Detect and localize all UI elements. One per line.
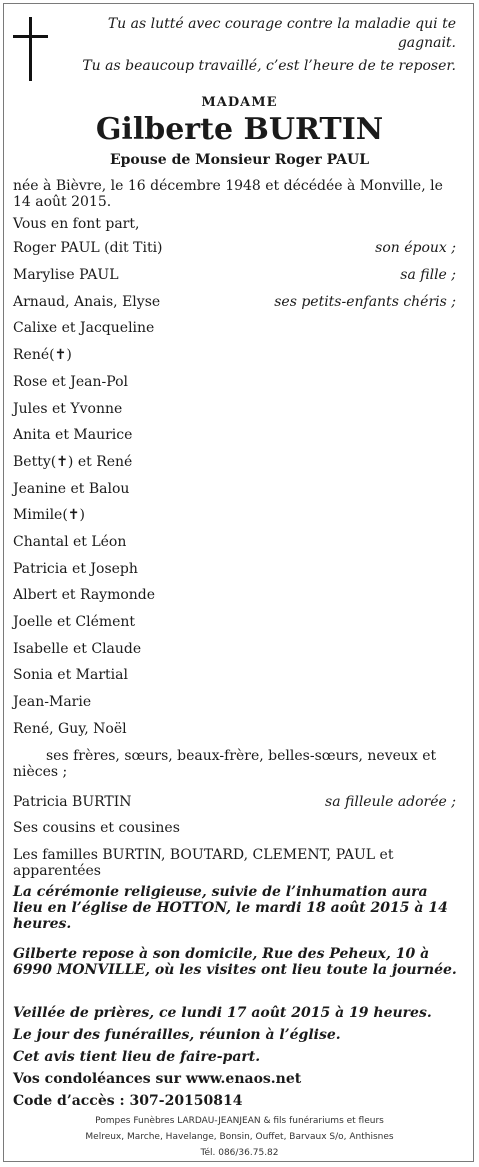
family-name: Chantal et Léon: [13, 534, 127, 550]
family-row: [13, 720, 456, 738]
family-row: [13, 613, 456, 631]
family-name: Mimile(✝): [13, 507, 85, 523]
family-relation: sa filleule adorée ;: [325, 794, 456, 810]
visitation-text: Gilberte repose à son domicile, Rue des Peheux, 10 à 6990 MONVILLE, où les visites ont lieu toute la journée.: [13, 946, 457, 978]
family-row: [13, 239, 456, 257]
family-row: [13, 453, 456, 471]
siblings-note: ses frères, sœurs, beaux-frère, belles-sœurs, neveux et nièces ;: [13, 748, 437, 780]
family-name: Jeanine et Balou: [13, 481, 130, 497]
honorific: MADAME: [201, 95, 278, 110]
family-row: [13, 480, 456, 498]
family-relation: son époux ;: [375, 240, 456, 256]
family-name: Joelle et Clément: [13, 614, 136, 630]
family-name: Anita et Maurice: [13, 427, 133, 443]
family-name: René, Guy, Noël: [13, 721, 127, 737]
family-row: [13, 640, 456, 658]
family-name: Roger PAUL (dit Titi): [13, 240, 163, 256]
family-row: [13, 506, 456, 524]
family-row: [13, 586, 456, 604]
epigraph-line: Tu as lutté avec courage contre la maladie qui te: [107, 16, 456, 32]
family-row: [13, 426, 456, 444]
family-relation: sa fille ;: [400, 267, 456, 283]
family-name: Rose et Jean-Pol: [13, 374, 129, 390]
family-name: Marylise PAUL: [13, 267, 119, 283]
footer-line: Tél. 086/36.75.82: [200, 1148, 279, 1158]
families-line: Les familles BURTIN, BOUTARD, CLEMENT, PAUL et apparentées: [13, 847, 394, 879]
family-row: [13, 373, 456, 391]
family-name: Jules et Yvonne: [13, 401, 123, 417]
family-name: Patricia et Joseph: [13, 561, 138, 577]
condolences-line: Vos condoléances sur www.enaos.net: [13, 1071, 302, 1087]
epigraph: [56, 15, 456, 76]
family-row: [13, 533, 456, 551]
family-name: Sonia et Martial: [13, 667, 128, 683]
family-name: Jean-Marie: [13, 694, 92, 710]
deceased-name: Gilberte BURTIN: [95, 112, 384, 147]
family-row: [13, 400, 456, 418]
ceremony-text: La cérémonie religieuse, suivie de l’inhumation aura lieu en l’église de HOTTON, le mardi 18 août 2015 à 14 heures.: [13, 884, 448, 932]
family-name: Betty(✝) et René: [13, 454, 133, 470]
spouse-line: Epouse de Monsieur Roger PAUL: [109, 152, 370, 168]
family-name: Isabelle et Claude: [13, 641, 142, 657]
announce-line: Vous en font part,: [13, 216, 140, 232]
family-name: Arnaud, Anais, Elyse: [13, 294, 161, 310]
family-row: [13, 666, 456, 684]
epigraph-line: Tu as beaucoup travaillé, c’est l’heure de te reposer.: [82, 58, 456, 74]
epigraph-line: gagnait.: [397, 35, 456, 51]
notice-border: [3, 3, 474, 1162]
family-name: Patricia BURTIN: [13, 794, 132, 810]
family-row: [13, 266, 456, 284]
family-row: [13, 560, 456, 578]
cousins-line: Ses cousins et cousines: [13, 820, 180, 836]
footer-line: Pompes Funèbres LARDAU-JEANJEAN & fils funérariums et fleurs: [95, 1116, 384, 1126]
funeral-day-text: Le jour des funérailles, réunion à l’église.: [13, 1027, 341, 1043]
family-row: [13, 693, 456, 711]
goddaughter-row: [13, 793, 456, 811]
access-code-line: Code d’accès : 307-20150814: [13, 1093, 243, 1109]
family-row: [13, 293, 456, 311]
family-relation: ses petits-enfants chéris ;: [274, 294, 456, 310]
family-name: Calixe et Jacqueline: [13, 320, 155, 336]
family-name: Albert et Raymonde: [13, 587, 156, 603]
family-row: [13, 319, 456, 337]
family-name: René(✝): [13, 347, 72, 363]
family-row: [13, 346, 456, 364]
birth-death-line: née à Bièvre, le 16 décembre 1948 et décédée à Monville, le 14 août 2015.: [13, 178, 443, 210]
vigil-text: Veillée de prières, ce lundi 17 août 2015 à 19 heures.: [13, 1005, 432, 1021]
footer-line: Melreux, Marche, Havelange, Bonsin, Ouffet, Barvaux S/o, Anthisnes: [85, 1132, 394, 1142]
notice-text: Cet avis tient lieu de faire-part.: [13, 1049, 261, 1065]
